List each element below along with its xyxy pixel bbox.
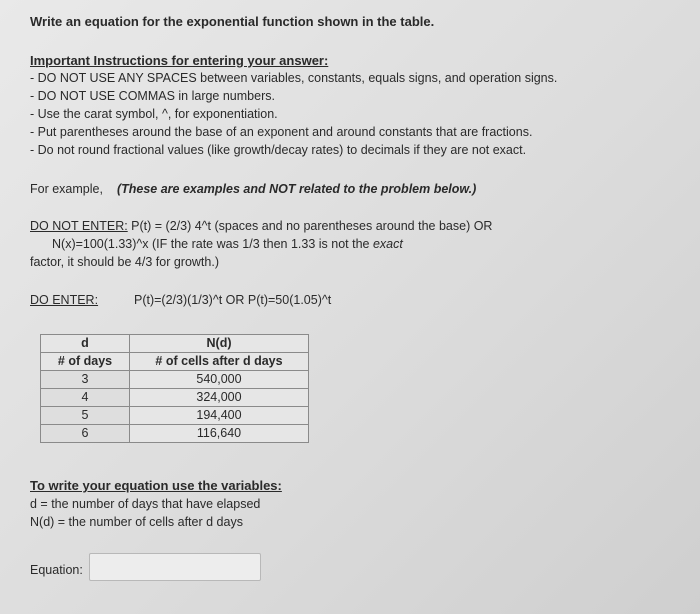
example-note: (These are examples and NOT related to the problem below.) <box>116 182 477 196</box>
do-not-enter-example-2: N(x)=100(1.33)^x (IF the rate was 1/3 then 1.33 is not the <box>52 237 373 251</box>
instruction-item: - DO NOT USE COMMAS in large numbers. <box>30 89 275 103</box>
variable-definition: d = the number of days that have elapsed <box>30 497 261 511</box>
table-row <box>41 389 309 407</box>
do-enter-line <box>30 292 331 308</box>
variable-definition: N(d) = the number of cells after d days <box>30 515 243 529</box>
instruction-item: - Put parentheses around the base of an exponent and around constants that are fractions. <box>30 125 533 139</box>
table-cell-n: 116,640 <box>130 425 309 443</box>
do-not-enter-line-2 <box>52 236 403 252</box>
do-not-enter-example-1: P(t) = (2/3) 4^t (spaces and no parentheses around the base) OR <box>127 219 493 233</box>
example-line <box>30 181 476 197</box>
column-header-n: N(d) <box>130 335 309 353</box>
question-title: Write an equation for the exponential function shown in the table. <box>30 14 435 29</box>
table-header-row <box>41 353 309 371</box>
example-label: For example, <box>30 182 103 196</box>
variables-heading: To write your equation use the variables: <box>30 478 282 493</box>
do-enter-example: P(t)=(2/3)(1/3)^t OR P(t)=50(1.05)^t <box>134 293 332 307</box>
do-not-enter-line-3: factor, it should be 4/3 for growth.) <box>30 255 219 269</box>
table-cell-n: 324,000 <box>130 389 309 407</box>
table-cell-d: 3 <box>41 371 130 389</box>
table-row <box>41 371 309 389</box>
table-cell-d: 6 <box>41 425 130 443</box>
column-header-d: d <box>41 335 130 353</box>
exact-word: exact <box>372 237 403 251</box>
instruction-item: - Do not round fractional values (like growth/decay rates) to decimals if they are not exact. <box>30 143 527 157</box>
table-cell-n: 540,000 <box>130 371 309 389</box>
table-header-row <box>41 335 309 353</box>
do-not-enter-label: DO NOT ENTER: <box>30 219 128 233</box>
instructions-heading: Important Instructions for entering your answer: <box>30 53 329 68</box>
instruction-item: - Use the carat symbol, ^, for exponentiation. <box>30 107 278 121</box>
table-cell-n: 194,400 <box>130 407 309 425</box>
do-enter-label: DO ENTER: <box>30 293 99 307</box>
table-row <box>41 407 309 425</box>
do-not-enter-line <box>30 218 492 234</box>
table-cell-d: 5 <box>41 407 130 425</box>
equation-input[interactable] <box>89 553 261 581</box>
column-subheader-n: # of cells after d days <box>130 353 309 371</box>
table-row <box>41 425 309 443</box>
table-cell-d: 4 <box>41 389 130 407</box>
data-table <box>40 334 309 443</box>
column-subheader-d: # of days <box>41 353 130 371</box>
equation-label: Equation: <box>30 563 83 577</box>
instruction-item: - DO NOT USE ANY SPACES between variables, constants, equals signs, and operation signs. <box>30 71 558 85</box>
